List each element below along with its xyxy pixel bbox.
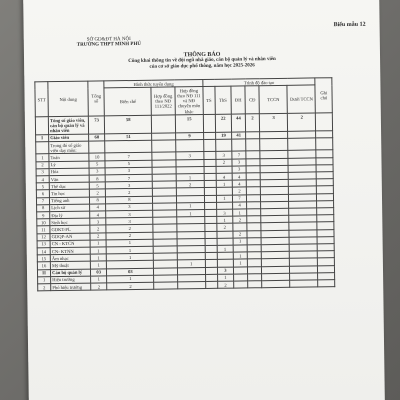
cell-stt: 15 [37,255,50,262]
cell-stt: 12 [37,233,50,240]
cell-bc: 3 [106,203,153,211]
cell-ths: 1 [216,180,233,187]
cell-stt: 1 [36,154,49,161]
cell-dh: 2 [232,187,246,194]
cell-dh: 41 [232,132,246,139]
cell-dh [232,139,246,152]
cell-noi-dung: Văn [49,175,89,183]
cell-dh: 1 [233,238,247,245]
cell-tong: 3 [90,218,107,225]
cell-dh: 3 [232,166,246,173]
cell-dh: 1 [233,209,247,216]
header-tong-so: Tổng số [88,81,105,116]
cell-bc [105,140,152,153]
title-line-3: của cơ sở giáo dục phổ thông, năm học 2025-2026 [149,63,255,70]
cell-tong: 2 [91,283,108,290]
cell-stt: 5 [36,183,49,190]
staff-table-container [34,77,335,291]
header-stt: STT [35,82,49,117]
cell-bc: 3 [106,217,153,225]
cell-noi-dung: Giáo viên [49,134,89,142]
cell-bc: 58 [105,115,152,133]
header-bien-che: Biên chế [104,87,151,116]
cell-hd2 [177,282,205,290]
cell-ths: 22 [215,114,232,132]
header-tccn: TCCN [259,86,288,114]
header-ts: TS [203,87,215,115]
cell-hd1 [154,282,178,290]
cell-ths: 1 [217,274,234,281]
cell-noi-dung: Sinh học [50,218,90,226]
cell-hd1 [152,140,176,153]
cell-tong: 1 [90,261,107,268]
form-label: Biểu mẫu 12 [333,21,366,29]
cell-ths: 2 [216,224,233,231]
cell-dh: 2 [233,216,247,223]
document-title [24,50,380,73]
cell-ths: 3 [217,267,234,274]
cell-hd2: 1 [176,202,204,210]
cell-stt: 1 [38,277,51,284]
cell-tong: 8 [89,175,106,182]
cell-bc: 1 [107,253,154,261]
cell-ts [204,139,216,152]
cell-bc: 3 [105,167,152,175]
cell-bc: 03 [107,268,154,276]
cell-tong: 3 [89,168,106,175]
cell-noi-dung: Địa lý [50,211,90,219]
cell-noi-dung: Hóa [49,168,89,176]
cell-tccn: 3 [259,114,287,132]
cell-dh: 7 [232,195,246,202]
cell-noi-dung: Tổng số giáo viên, cán bộ quản lý và nhân viên [48,116,88,134]
cell-duoi [288,138,316,151]
cell-noi-dung: Trong đó số giáo viên dạy môn: [49,141,89,154]
cell-dh: 4 [232,180,246,187]
cell-cd: 2 [245,114,259,132]
cell-dh: 1 [233,259,247,266]
cell-stt: 16 [37,262,50,269]
cell-ths: 2 [217,281,234,288]
title-line-2: Công khai thông tin về đội ngũ nhà giáo, cán bộ quản lý và nhân viên [128,56,276,65]
cell-bc: 3 [106,210,153,218]
cell-stt: 13 [37,241,50,248]
cell-ts [203,115,215,133]
cell-dh: 7 [232,151,246,158]
school-name: TRƯỜNG THPT MINH PHÚ [76,41,141,48]
cell-tong: 10 [89,153,106,160]
header-hop-dong-chuyen-mon: Hợp đồng theo NĐ 111 và NĐ chuyên môn khác [175,87,204,115]
cell-hd2 [175,140,203,153]
cell-stt: 4 [36,176,49,183]
cell-duoi: 2 [288,113,316,131]
header-hop-dong-nd111: Hợp đồng theo NĐ 111/2022 [151,87,175,115]
cell-noi-dung: Mỹ thuật [50,262,90,270]
cell-duoi [290,280,318,288]
cell-stt [35,117,48,135]
cell-hd2: 1 [176,210,204,218]
cell-bc: 1 [107,246,154,254]
cell-dh: 4 [232,173,246,180]
cell-bc: 2 [106,225,153,233]
cell-bc: 2 [106,189,153,197]
header-trinh-do: Trình độ đào tạo [203,78,316,87]
header-dh: ĐH [231,86,245,114]
cell-tong: 1 [91,276,108,283]
cell-noi-dung: Tiếng anh [50,197,90,205]
cell-bc: 5 [105,160,152,168]
header-ghi-chu: Ghi chú [315,78,332,113]
cell-hd2: 1 [177,260,205,268]
cell-noi-dung: CN - KTCN [50,240,90,248]
cell-hd2: 9 [175,132,203,140]
cell-stt: 7 [36,197,49,204]
cell-tong: 4 [90,211,107,218]
cell-noi-dung: Lịch sử [50,204,90,212]
cell-tong: 4 [90,204,107,211]
cell-noi-dung: Thể dục [49,182,89,190]
cell-noi-dung: Âm nhạc [50,254,90,262]
cell-stt: 6 [36,190,49,197]
cell-cd [248,281,262,288]
cell-noi-dung: GDQP-AN [50,233,90,241]
cell-ts [206,281,218,288]
cell-ths: 3 [216,209,233,216]
cell-stt: 10 [37,219,50,226]
cell-tccn [260,138,288,151]
cell-tong: 03 [90,269,107,276]
cell-hd2: 1 [176,174,204,182]
cell-hd2: 15 [175,115,203,133]
title-main: THÔNG BÁO [183,51,221,59]
header-cd: CĐ [245,86,259,114]
cell-ths: 4 [216,173,233,180]
cell-tong: 8 [89,197,106,204]
cell-tong: 2 [90,225,107,232]
cell-cd [246,139,260,152]
cell-stt: 9 [37,212,50,219]
cell-hd1 [152,115,176,133]
cell-ths: 3 [215,152,232,159]
cell-tong: 1 [90,247,107,254]
cell-stt: I [36,134,49,141]
cell-bc: 1 [106,239,153,247]
cell-ths [215,139,232,152]
cell-tong: 1 [90,254,107,261]
department-name: SỞ GD&ĐT HÀ NỘI [86,37,131,43]
cell-bc: 2 [107,282,154,290]
table-body [35,113,334,291]
cell-stt: 2 [36,161,49,168]
cell-bc: 8 [106,196,153,204]
cell-gc [318,280,335,287]
header-hinh-thuc: Hình thức tuyển dụng [104,80,203,89]
document-header [64,37,154,48]
cell-stt: 2 [38,284,51,291]
header-noi-dung: Nội dung [48,81,88,117]
cell-dh: 2 [233,231,247,238]
cell-noi-dung: Lý [49,161,89,169]
cell-tong: 60 [89,134,106,141]
cell-bc: 1 [107,275,154,283]
cell-tong: 5 [89,182,106,189]
header-duoi-tccn: Dưới TCCN [287,85,316,113]
cell-stt: 8 [37,205,50,212]
cell-bc: 7 [106,174,153,182]
cell-bc: 51 [105,133,152,141]
cell-noi-dung: Hiệu trưởng [51,276,91,284]
cell-stt [36,142,49,155]
cell-dh: 3 [232,159,246,166]
cell-tong: 5 [89,161,106,168]
cell-ths: 1 [217,245,234,252]
cell-stt: 3 [36,169,49,176]
cell-dh: 44 [231,114,245,132]
cell-tong: 1 [90,240,107,247]
cell-gc [316,113,333,131]
cell-hd2: 3 [176,152,204,160]
cell-dh [234,281,248,288]
cell-dh: 4 [233,202,247,209]
cell-noi-dung: Tin học [49,190,89,198]
cell-stt: 14 [37,248,50,255]
cell-noi-dung: Toán [49,154,89,162]
cell-bc: 7 [105,153,152,161]
cell-gc [316,138,333,151]
cell-bc: 2 [106,232,153,240]
cell-dh: 1 [233,252,247,259]
cell-noi-dung: Phó hiệu trưởng [51,283,91,291]
cell-ths: 1 [216,195,233,202]
cell-stt: 11 [37,226,50,233]
cell-stt: II [37,269,50,276]
cell-tccn [262,280,290,288]
cell-noi-dung: CN- KTNN [50,247,90,255]
cell-noi-dung: Cán bộ quản lý [51,269,91,277]
cell-hd2: 2 [176,181,204,189]
cell-ths: 2 [216,159,233,166]
cell-tong [89,141,106,154]
staff-table [34,77,335,291]
cell-bc: 3 [106,181,153,189]
cell-ths: 1 [216,216,233,223]
cell-tong: 73 [88,116,105,134]
cell-tong: 2 [89,189,106,196]
cell-ths: 19 [215,132,232,139]
document-page [23,0,385,400]
header-ths: ThS [215,86,232,114]
cell-tong: 2 [90,233,107,240]
cell-noi-dung: GDKT-PL [50,226,90,234]
